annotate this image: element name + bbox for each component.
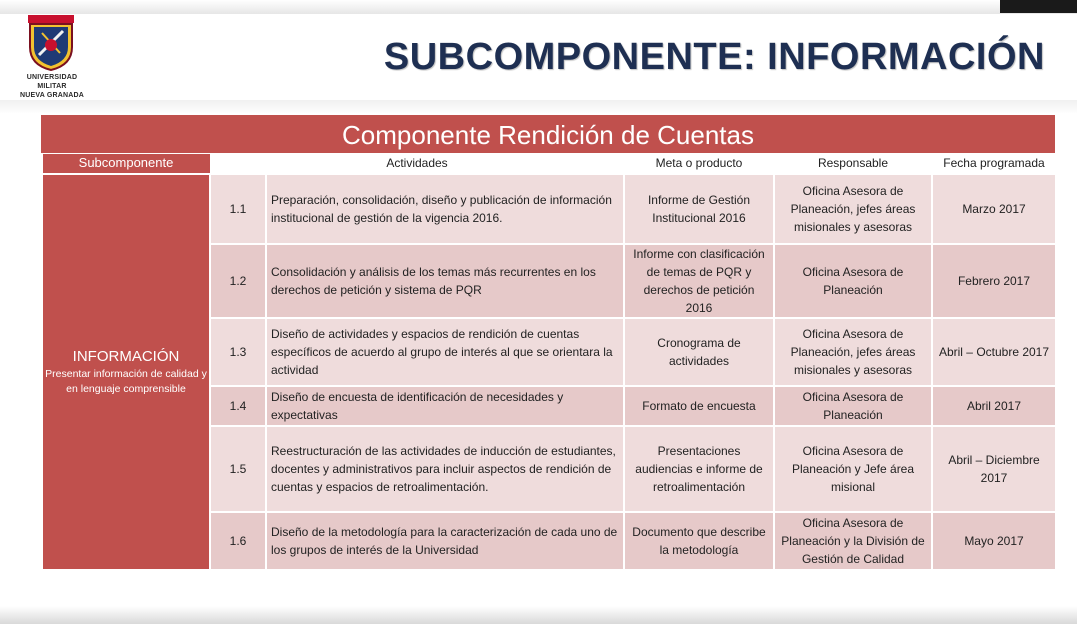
header-divider xyxy=(0,100,1077,114)
logo-text xyxy=(16,73,88,100)
bottom-decor-bar xyxy=(0,606,1077,624)
header-responsable: Responsable xyxy=(774,154,932,174)
row-meta: Cronograma de actividades xyxy=(624,318,774,386)
row-meta: Formato de encuesta xyxy=(624,386,774,426)
university-shield-icon xyxy=(26,15,76,71)
row-actividad: Diseño de la metodología para la caracterización de cada uno de los grupos de interés de la Universidad xyxy=(266,512,624,570)
header-fecha: Fecha programada xyxy=(932,154,1056,174)
row-number: 1.1 xyxy=(210,174,266,244)
row-responsable: Oficina Asesora de Planeación, jefes áreas misionales y asesoras xyxy=(774,318,932,386)
row-actividad: Diseño de encuesta de identificación de necesidades y expectativas xyxy=(266,386,624,426)
university-logo xyxy=(16,9,86,99)
subcomponent-cell xyxy=(42,174,210,570)
rendicion-table-wrapper xyxy=(41,115,1055,571)
top-decor-bar xyxy=(0,0,1077,14)
table-banner: Componente Rendición de Cuentas xyxy=(41,115,1055,153)
row-actividad: Reestructuración de las actividades de inducción de estudiantes, docentes y administrativos para incluir aspectos de rendición de cuentas y espacios de retroalimentación. xyxy=(266,426,624,512)
row-fecha: Abril 2017 xyxy=(932,386,1056,426)
row-fecha: Abril – Diciembre 2017 xyxy=(932,426,1056,512)
rendicion-cuentas-table xyxy=(41,153,1057,571)
row-number: 1.3 xyxy=(210,318,266,386)
logo-line-1: UNIVERSIDAD MILITAR xyxy=(26,74,78,90)
logo-line-2: NUEVA GRANADA xyxy=(19,92,85,99)
table-row xyxy=(42,174,1056,244)
header-subcomponente: Subcomponente xyxy=(42,154,210,174)
row-responsable: Oficina Asesora de Planeación, jefes áreas misionales y asesoras xyxy=(774,174,932,244)
header-actividades: Actividades xyxy=(210,154,624,174)
row-fecha: Mayo 2017 xyxy=(932,512,1056,570)
row-meta: Informe de Gestión Institucional 2016 xyxy=(624,174,774,244)
table-header-row xyxy=(42,154,1056,174)
row-meta: Informe con clasificación de temas de PQR y derechos de petición 2016 xyxy=(624,244,774,318)
row-responsable: Oficina Asesora de Planeación xyxy=(774,386,932,426)
row-responsable: Oficina Asesora de Planeación xyxy=(774,244,932,318)
row-meta: Presentaciones audiencias e informe de retroalimentación xyxy=(624,426,774,512)
row-fecha: Febrero 2017 xyxy=(932,244,1056,318)
row-meta: Documento que describe la metodología xyxy=(624,512,774,570)
row-actividad: Consolidación y análisis de los temas más recurrentes en los derechos de petición y sistema de PQR xyxy=(266,244,624,318)
row-number: 1.6 xyxy=(210,512,266,570)
row-number: 1.4 xyxy=(210,386,266,426)
subcomponent-title: INFORMACIÓN xyxy=(72,347,180,365)
top-right-decor-bar xyxy=(1000,0,1077,13)
row-responsable: Oficina Asesora de Planeación y Jefe área misional xyxy=(774,426,932,512)
row-number: 1.5 xyxy=(210,426,266,512)
row-fecha: Abril – Octubre 2017 xyxy=(932,318,1056,386)
row-actividad: Preparación, consolidación, diseño y publicación de información institucional de gestión de la vigencia 2016. xyxy=(266,174,624,244)
row-number: 1.2 xyxy=(210,244,266,318)
row-actividad: Diseño de actividades y espacios de rendición de cuentas específicos de acuerdo al grupo de interés al que se orientara la actividad xyxy=(266,318,624,386)
subcomponent-description: Presentar información de calidad y en lenguaje comprensible xyxy=(45,367,207,395)
row-fecha: Marzo 2017 xyxy=(932,174,1056,244)
page-title: SUBCOMPONENTE: INFORMACIÓN xyxy=(383,36,1045,78)
row-responsable: Oficina Asesora de Planeación y la División de Gestión de Calidad xyxy=(774,512,932,570)
header-meta: Meta o producto xyxy=(624,154,774,174)
